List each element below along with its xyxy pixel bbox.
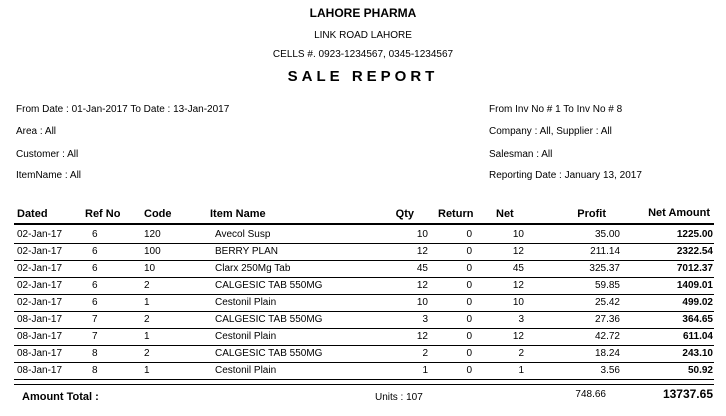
salesman-filter: Salesman : All	[489, 149, 553, 160]
company-phones: CELLS #. 0923-1234567, 0345-1234567	[272, 49, 454, 60]
cell-profit: 42.72	[594, 331, 620, 342]
cell-net: 3	[518, 314, 524, 325]
cell-item-name: CALGESIC TAB 550MG	[215, 314, 323, 325]
cell-net: 2	[518, 348, 524, 359]
cell-item-name: Cestonil Plain	[215, 331, 277, 342]
cell-return: 0	[466, 365, 472, 376]
cell-profit: 211.14	[590, 246, 620, 257]
cell-code: 100	[144, 246, 161, 257]
area-filter: Area : All	[16, 126, 57, 137]
table-row	[14, 243, 714, 261]
cell-net: 10	[512, 229, 524, 240]
cell-net-amount: 611.04	[682, 331, 713, 342]
table-row	[14, 277, 714, 295]
cell-qty: 12	[416, 331, 428, 342]
col-net-amount: Net Amount	[648, 207, 710, 219]
cell-qty: 1	[422, 365, 428, 376]
header-rule	[14, 223, 714, 225]
cell-return: 0	[466, 314, 472, 325]
table-row	[14, 362, 714, 380]
col-net: Net	[496, 208, 514, 220]
cell-item-name: Cestonil Plain	[215, 297, 277, 308]
table-row	[14, 328, 714, 346]
company-supplier-filter: Company : All, Supplier : All	[489, 126, 612, 137]
cell-qty: 10	[416, 229, 428, 240]
cell-ref-no: 7	[92, 331, 98, 342]
cell-code: 120	[144, 229, 161, 240]
cell-qty: 2	[422, 348, 428, 359]
cell-profit: 18.24	[594, 348, 620, 359]
table-row	[14, 311, 714, 329]
report-title: SALE REPORT	[287, 68, 439, 85]
cell-code: 2	[144, 280, 150, 291]
cell-code: 1	[144, 365, 150, 376]
cell-net: 12	[512, 280, 524, 291]
cell-profit: 59.85	[594, 280, 620, 291]
cell-dated: 02-Jan-17	[17, 246, 63, 257]
total-profit: 748.66	[575, 389, 606, 400]
cell-qty: 12	[416, 280, 428, 291]
cell-net: 1	[518, 365, 524, 376]
cell-ref-no: 6	[92, 263, 98, 274]
cell-code: 2	[144, 348, 150, 359]
cell-return: 0	[466, 229, 472, 240]
cell-return: 0	[466, 348, 472, 359]
customer-filter: Customer : All	[16, 149, 79, 160]
cell-ref-no: 8	[92, 365, 98, 376]
cell-item-name: CALGESIC TAB 550MG	[215, 348, 323, 359]
cell-ref-no: 6	[92, 229, 98, 240]
cell-net: 12	[512, 331, 524, 342]
cell-item-name: Cestonil Plain	[215, 365, 277, 376]
cell-profit: 35.00	[594, 229, 620, 240]
cell-dated: 08-Jan-17	[17, 314, 63, 325]
cell-net-amount: 7012.37	[676, 263, 713, 274]
reporting-date: Reporting Date : January 13, 2017	[489, 170, 642, 181]
cell-dated: 08-Jan-17	[17, 348, 63, 359]
cell-return: 0	[466, 297, 472, 308]
row-divider	[14, 379, 714, 380]
total-rule-top	[14, 384, 714, 385]
table-row	[14, 345, 714, 363]
cell-qty: 10	[416, 297, 428, 308]
cell-profit: 3.56	[600, 365, 620, 376]
cell-dated: 08-Jan-17	[17, 365, 63, 376]
item-name-filter: ItemName : All	[16, 170, 82, 181]
table-row	[14, 294, 714, 312]
cell-dated: 02-Jan-17	[17, 263, 63, 274]
cell-qty: 3	[422, 314, 428, 325]
cell-return: 0	[466, 263, 472, 274]
cell-net-amount: 50.92	[687, 365, 713, 376]
invoice-range-filter: From Inv No # 1 To Inv No # 8	[489, 104, 623, 115]
cell-dated: 02-Jan-17	[17, 297, 63, 308]
cell-qty: 12	[416, 246, 428, 257]
company-name: LAHORE PHARMA	[309, 6, 417, 20]
cell-qty: 45	[416, 263, 428, 274]
cell-profit: 27.36	[594, 314, 620, 325]
cell-ref-no: 8	[92, 348, 98, 359]
table-row	[14, 226, 714, 244]
date-range-filter: From Date : 01-Jan-2017 To Date : 13-Jan-2017	[16, 104, 230, 115]
cell-code: 1	[144, 297, 150, 308]
cell-net-amount: 1225.00	[676, 229, 713, 240]
cell-item-name: BERRY PLAN	[215, 246, 278, 257]
cell-item-name: Avecol Susp	[215, 229, 271, 240]
col-item-name: Item Name	[210, 208, 266, 220]
total-net-amount: 13737.65	[662, 387, 713, 401]
cell-item-name: CALGESIC TAB 550MG	[215, 280, 323, 291]
cell-ref-no: 6	[92, 246, 98, 257]
cell-net: 45	[512, 263, 524, 274]
cell-net: 10	[512, 297, 524, 308]
col-ref-no: Ref No	[85, 208, 121, 220]
cell-ref-no: 7	[92, 314, 98, 325]
col-qty: Qty	[395, 208, 414, 220]
cell-return: 0	[466, 331, 472, 342]
cell-code: 1	[144, 331, 150, 342]
cell-net-amount: 243.10	[682, 348, 713, 359]
col-return: Return	[438, 208, 474, 220]
cell-ref-no: 6	[92, 297, 98, 308]
col-profit: Profit	[577, 208, 606, 220]
cell-net-amount: 1409.01	[676, 280, 713, 291]
cell-code: 2	[144, 314, 150, 325]
cell-dated: 08-Jan-17	[17, 331, 63, 342]
cell-dated: 02-Jan-17	[17, 229, 63, 240]
col-dated: Dated	[17, 208, 48, 220]
cell-net-amount: 364.65	[682, 314, 713, 325]
cell-net-amount: 2322.54	[676, 246, 713, 257]
company-address: LINK ROAD LAHORE	[314, 30, 412, 41]
cell-return: 0	[466, 280, 472, 291]
cell-net-amount: 499.02	[682, 297, 713, 308]
amount-total-label: Amount Total :	[22, 391, 99, 403]
total-units: Units : 107	[375, 392, 423, 403]
cell-profit: 325.37	[589, 263, 620, 274]
col-code: Code	[144, 208, 172, 220]
cell-code: 10	[144, 263, 156, 274]
table-row	[14, 260, 714, 278]
cell-ref-no: 6	[92, 280, 98, 291]
cell-dated: 02-Jan-17	[17, 280, 63, 291]
cell-net: 12	[512, 246, 524, 257]
cell-return: 0	[466, 246, 472, 257]
cell-item-name: Clarx 250Mg Tab	[215, 263, 291, 274]
cell-profit: 25.42	[594, 297, 620, 308]
